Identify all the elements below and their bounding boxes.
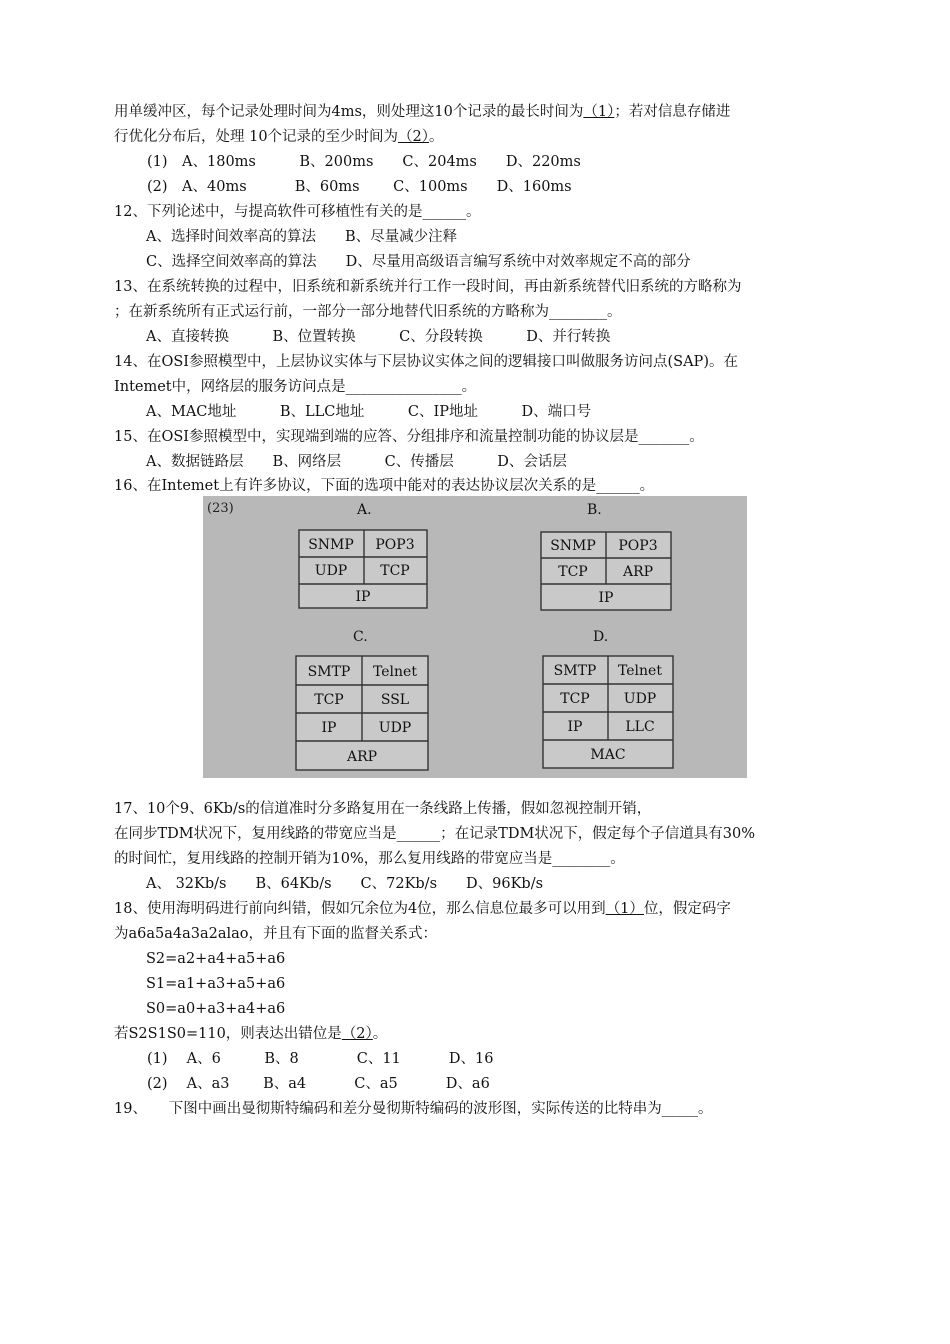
cell-c-ssl: SSL (380, 692, 410, 708)
formula-line: S2=a2+a4+a5+a6 (146, 951, 286, 967)
cell-b-pop3: POP3 (618, 538, 658, 554)
answer-blank: （1） (605, 901, 644, 917)
cell-c-telnet: Telnet (373, 664, 417, 680)
cell-d-udp: UDP (623, 691, 657, 707)
option-label-b: B. (587, 502, 602, 518)
text-span: 用单缓冲区，每个记录处理时间为4ms，则处理这10个记录的最长时间为 (114, 104, 584, 120)
option-line: A、 32Kb/s B、64Kb/s C、72Kb/s D、96Kb/s (146, 876, 544, 892)
cell-b-tcp: TCP (558, 564, 588, 580)
text-line: 在同步TDM状况下，复用线路的带宽应当是______；在记录TDM状况下，假定每个子信道具有30% (114, 826, 756, 842)
option-line: A、MAC地址 B、LLC地址 C、IP地址 D、端口号 (146, 404, 592, 420)
formula-line: S0=a0+a3+a4+a6 (146, 1001, 286, 1017)
question-13: 13、在系统转换的过程中，旧系统和新系统并行工作一段时间，再由新系统替代旧系统的方略称为 (114, 279, 742, 295)
option-label-c: C. (353, 629, 368, 645)
cell-a-ip: IP (355, 589, 371, 605)
figure-number: (23) (207, 501, 234, 516)
cell-d-llc: LLC (625, 719, 655, 735)
text-span: 位，假定码字 (643, 901, 731, 917)
text-line (114, 125, 444, 150)
cell-c-udp: UDP (378, 720, 412, 736)
option-line: (1) A、6 B、8 C、11 D、16 (147, 1051, 494, 1067)
text-span: ；若对信息存储进 (614, 104, 731, 120)
cell-d-mac: MAC (590, 747, 626, 763)
question-17: 17、10个9、6Kb/s的信道准时分多路复用在一条线路上传播，假如忽视控制开销， (114, 801, 652, 817)
cell-d-ip: IP (567, 719, 583, 735)
question-12: 12、下列论述中，与提高软件可移植性有关的是______。 (114, 204, 481, 220)
option-line: (2) A、a3 B、a4 C、a5 D、a6 (147, 1076, 490, 1092)
option-label-d: D. (593, 629, 609, 645)
cell-b-snmp: SNMP (550, 538, 596, 554)
text-span: 18、使用海明码进行前向纠错，假如冗余位为4位，那么信息位最多可以用到 (114, 901, 606, 917)
formula-line: S1=a1+a3+a5+a6 (146, 976, 286, 992)
cell-d-tcp: TCP (560, 691, 590, 707)
question-18 (114, 897, 731, 922)
option-label-a: A. (357, 502, 372, 518)
cell-a-pop3: POP3 (375, 537, 415, 553)
cell-c-tcp: TCP (314, 692, 344, 708)
option-line: (2) A、40ms B、60ms C、100ms D、160ms (147, 179, 572, 195)
cell-c-smtp: SMTP (307, 664, 351, 680)
text-span: 。 (372, 1026, 388, 1042)
protocol-stack-figure (203, 496, 747, 778)
text-line (114, 1022, 387, 1047)
text-line: ；在新系统所有正式运行前，一部分一部分地替代旧系统的方略称为________。 (114, 304, 622, 320)
option-line: A、选择时间效率高的算法 B、尽量减少注释 (146, 229, 458, 245)
option-line: A、数据链路层 B、网络层 C、传播层 D、会话层 (146, 454, 567, 470)
question-16: 16、在Intemet上有许多协议，下面的选项中能对的表达协议层次关系的是______。 (114, 478, 655, 494)
cell-b-arp: ARP (622, 564, 654, 580)
text-line: 为a6a5a4a3a2alao，并且有下面的监督关系式： (114, 926, 438, 942)
text-line: 的时间忙，复用线路的控制开销为10%，那么复用线路的带宽应当是________。 (114, 851, 625, 867)
cell-d-smtp: SMTP (553, 663, 597, 679)
option-line: (1) A、180ms B、200ms C、204ms D、220ms (147, 154, 581, 170)
question-15: 15、在OSI参照模型中，实现端到端的应答、分组排序和流量控制功能的协议层是_______。 (114, 429, 704, 445)
cell-b-ip: IP (598, 590, 614, 606)
text-line (114, 100, 730, 125)
cell-c-ip: IP (321, 720, 337, 736)
cell-c-arp: ARP (346, 749, 378, 765)
text-span: 行优化分布后，处理 10个记录的至少时间为 (114, 129, 399, 145)
question-14: 14、在OSI参照模型中，上层协议实体与下层协议实体之间的逻辑接口叫做服务访问点(SAP)。在 (114, 354, 738, 370)
answer-blank: （2） (398, 129, 430, 145)
text-span: 若S2S1S0=110，则表达出错位是 (114, 1026, 342, 1042)
cell-a-tcp: TCP (380, 563, 410, 579)
cell-a-udp: UDP (314, 563, 348, 579)
option-line: C、选择空间效率高的算法 D、尽量用高级语言编写系统中对效率规定不高的部分 (146, 254, 691, 270)
answer-blank: （2） (341, 1026, 373, 1042)
answer-blank: （1） (583, 104, 615, 120)
text-line: Intemet中，网络层的服务访问点是________________。 (114, 379, 477, 395)
text-span: 。 (429, 129, 444, 145)
cell-a-snmp: SNMP (308, 537, 354, 553)
cell-d-telnet: Telnet (618, 663, 662, 679)
question-19: 19、 下图中画出曼彻斯特编码和差分曼彻斯特编码的波形图，实际传送的比特串为_____。 (114, 1101, 713, 1117)
option-line: A、直接转换 B、位置转换 C、分段转换 D、并行转换 (146, 329, 611, 345)
